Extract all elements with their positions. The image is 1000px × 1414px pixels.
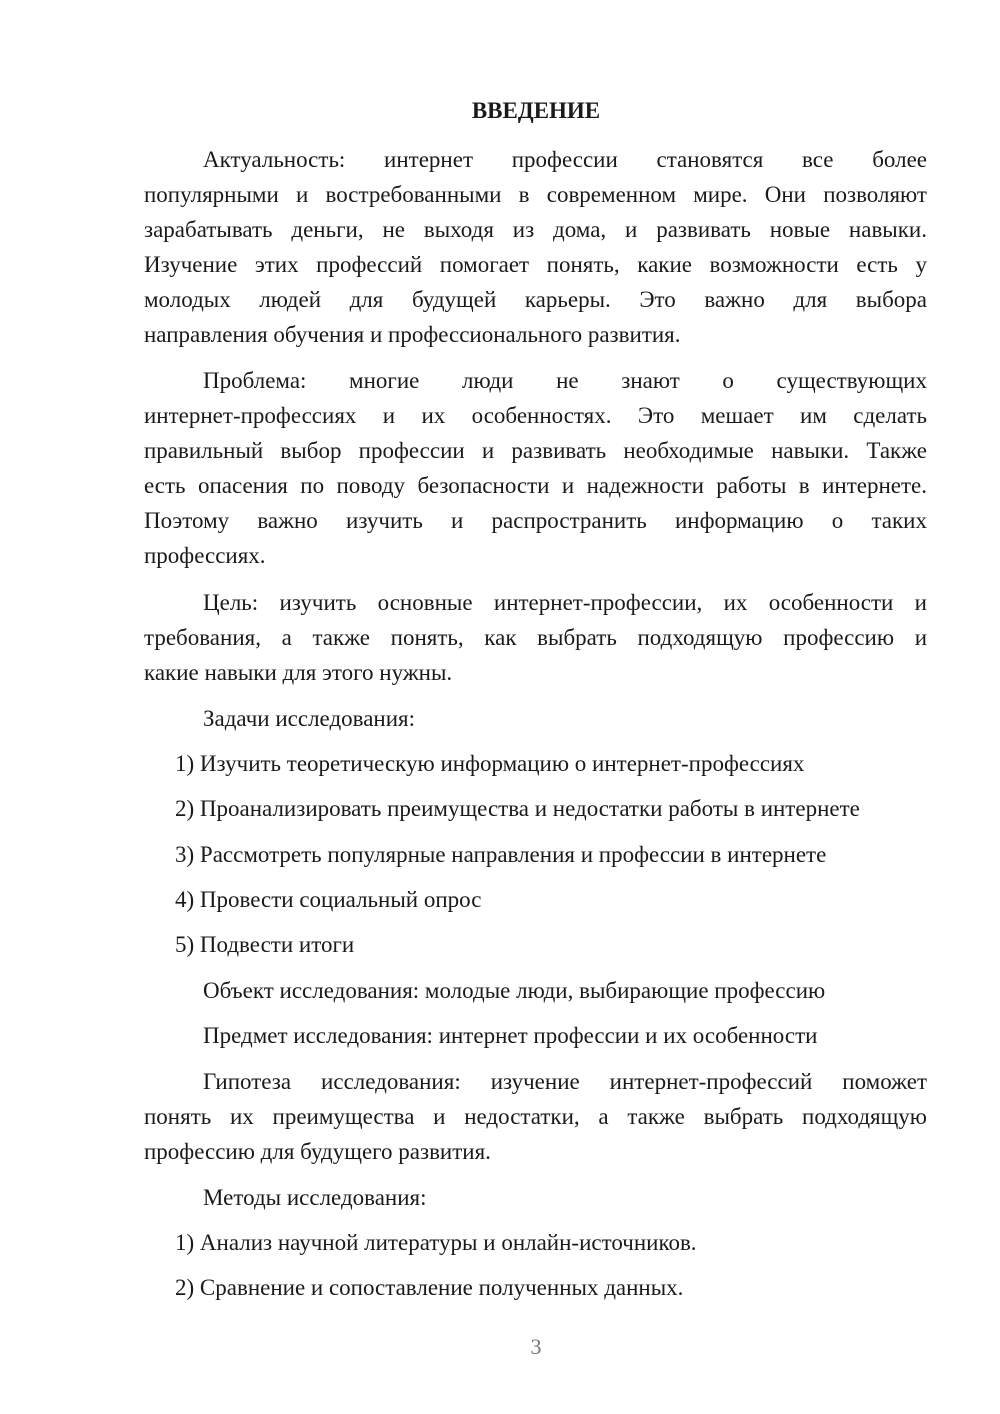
relevance-line-3: зарабатывать деньги, не выходя из дома, и развивать новые навыки. <box>144 217 927 242</box>
page-title: ВВЕДЕНИЕ <box>471 98 601 123</box>
goal-line-3: какие навыки для этого нужны. <box>144 660 453 685</box>
relevance-line-5: молодых людей для будущей карьеры. Это важно для выбора <box>144 287 927 312</box>
problem-line-3: правильный выбор профессии и развивать необходимые навыки. Также <box>144 438 927 463</box>
problem-line-4: есть опасения по поводу безопасности и надежности работы в интернете. <box>144 473 927 498</box>
page-number: 3 <box>530 1334 542 1359</box>
problem-line-1: Проблема: многие люди не знают о существующих <box>203 368 927 393</box>
goal-line-1: Цель: изучить основные интернет-профессии, их особенности и <box>203 590 927 615</box>
relevance-line-1: Актуальность: интернет профессии становятся все более <box>203 147 927 172</box>
tasks-item-4: 4) Провести социальный опрос <box>175 887 482 912</box>
problem-line-6: профессиях. <box>144 543 266 568</box>
hypothesis-line-3: профессию для будущего развития. <box>144 1139 491 1164</box>
tasks-item-2: 2) Проанализировать преимущества и недостатки работы в интернете <box>175 796 860 821</box>
methods-item-2: 2) Сравнение и сопоставление полученных данных. <box>175 1275 684 1300</box>
research-subject: Предмет исследования: интернет профессии и их особенности <box>203 1023 818 1048</box>
research-object: Объект исследования: молодые люди, выбирающие профессию <box>203 978 826 1003</box>
hypothesis-line-1: Гипотеза исследования: изучение интернет-профессий поможет <box>203 1069 927 1094</box>
tasks-item-5: 5) Подвести итоги <box>175 932 355 957</box>
tasks-item-1: 1) Изучить теоретическую информацию о интернет-профессиях <box>175 751 805 776</box>
goal-line-2: требования, а также понять, как выбрать подходящую профессию и <box>144 625 927 650</box>
methods-item-1: 1) Анализ научной литературы и онлайн-источников. <box>175 1230 697 1255</box>
relevance-line-2: популярными и востребованными в современном мире. Они позволяют <box>144 182 927 207</box>
relevance-line-4: Изучение этих профессий помогает понять, какие возможности есть у <box>144 252 927 277</box>
problem-line-5: Поэтому важно изучить и распространить информацию о таких <box>144 508 927 533</box>
problem-line-2: интернет-профессиях и их особенностях. Это мешает им сделать <box>144 403 927 428</box>
methods-heading: Методы исследования: <box>203 1185 427 1210</box>
hypothesis-line-2: понять их преимущества и недостатки, а также выбрать подходящую <box>144 1104 927 1129</box>
relevance-line-6: направления обучения и профессионального развития. <box>144 322 681 347</box>
tasks-item-3: 3) Рассмотреть популярные направления и профессии в интернете <box>175 842 827 867</box>
tasks-heading: Задачи исследования: <box>203 706 416 731</box>
